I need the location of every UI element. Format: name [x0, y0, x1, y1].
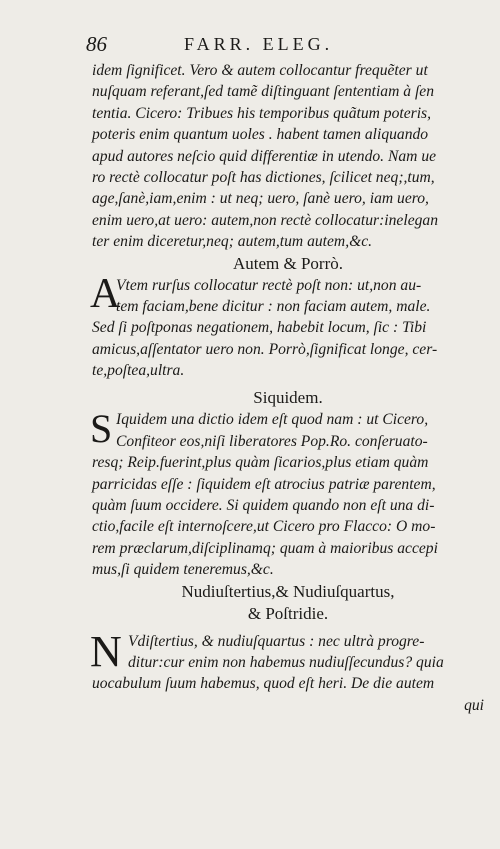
section-heading-nudiustertius: Nudiuſtertius,& Nudiuſquartus,: [181, 581, 395, 601]
text-line: resq; Reip.fuerint,plus quàm ſicarios,plus etiam quàm: [92, 454, 429, 472]
text-line: nuſquam referant,ſed tamẽ diſtinguant ſententiam à ſen: [92, 83, 435, 101]
text-line: apud autores neſcio quid differentiæ in utendo. Nam ue: [92, 147, 437, 165]
text-line: te,poſtea,ultra.: [92, 362, 185, 380]
text-line: tentia. Cicero: Tribues his temporibus quãtum poteris,: [92, 104, 432, 122]
catchword: qui: [464, 696, 484, 714]
text-line: uocabulum ſuum habemus, quod eſt heri. De die autem: [92, 675, 435, 693]
text-line: quàm ſuum occidere. Si quidem quando non eſt una di-: [92, 497, 435, 515]
page-header: [86, 32, 486, 56]
running-title: FARR. ELEG.: [184, 34, 334, 54]
text-line: ter enim diceretur,neq; autem,tum autem,&c.: [92, 233, 373, 251]
section-nudiustertius: [90, 626, 484, 695]
section-autem-porro: [90, 270, 484, 382]
section-siquidem: [90, 406, 484, 580]
text-line: Vdiſtertius, & nudiuſquartus : nec ultrà progre-: [128, 632, 425, 650]
section-heading-autem-porro: Autem & Porrò.: [232, 253, 344, 273]
text-line: ctio,facile eſt internoſcere,ut Cicero pro Flacco: O mo-: [92, 518, 436, 536]
text-line: Sed ſi poſtponas negationem, habebit locum, ſic : Tibi: [92, 319, 427, 337]
text-line: ro rectè collocatur poſt has dictiones, ſcilicet neq;,tum,: [92, 168, 435, 186]
text-line: mus,ſi quidem teneremus,&c.: [92, 561, 274, 579]
drop-cap-s: S: [90, 406, 113, 452]
text-line: idem ſignificet. Vero & autem collocantur frequẽter ut: [92, 62, 428, 79]
page-number: 86: [86, 32, 107, 56]
drop-cap-a: A: [90, 270, 121, 317]
drop-cap-n: N: [90, 626, 122, 676]
text-line: rem præclarum,diſciplinamq; quam à maioribus accepi: [92, 539, 438, 557]
text-line: Vtem rurſus collocatur rectè poſt non: ut,non au-: [116, 276, 422, 294]
text-line: poteris enim quantum uoles . habent tamen aliquando: [92, 126, 429, 144]
text-line: age,ſanè,iam,enim : ut neq; uero, ſanè uero, iam uero,: [92, 190, 429, 208]
text-line: tem faciam,bene dicitur : non faciam autem, male.: [116, 297, 431, 315]
section-heading-postridie: & Poſtridie.: [247, 603, 329, 623]
text-line: enim uero,at uero: autem,non rectè collocatur:inelegan: [92, 211, 439, 229]
section-heading-siquidem: Siquidem.: [253, 388, 323, 408]
text-line: Confiteor eos,niſi liberatores Pop.Ro. conſeruato-: [116, 432, 428, 450]
text-line: Iquidem una dictio idem eſt quod nam : ut Cicero,: [116, 411, 429, 429]
text-body: [92, 60, 484, 716]
text-line: parricidas eſſe : ſiquidem eſt atrocius patriæ parentem,: [92, 475, 436, 493]
text-line: amicus,aſſentator uero non. Porrò,ſignificat longe, cer-: [92, 340, 438, 358]
paragraph-1: [92, 60, 484, 253]
text-line: ditur:cur enim non habemus nudiuſſecundus? quia: [128, 653, 444, 671]
